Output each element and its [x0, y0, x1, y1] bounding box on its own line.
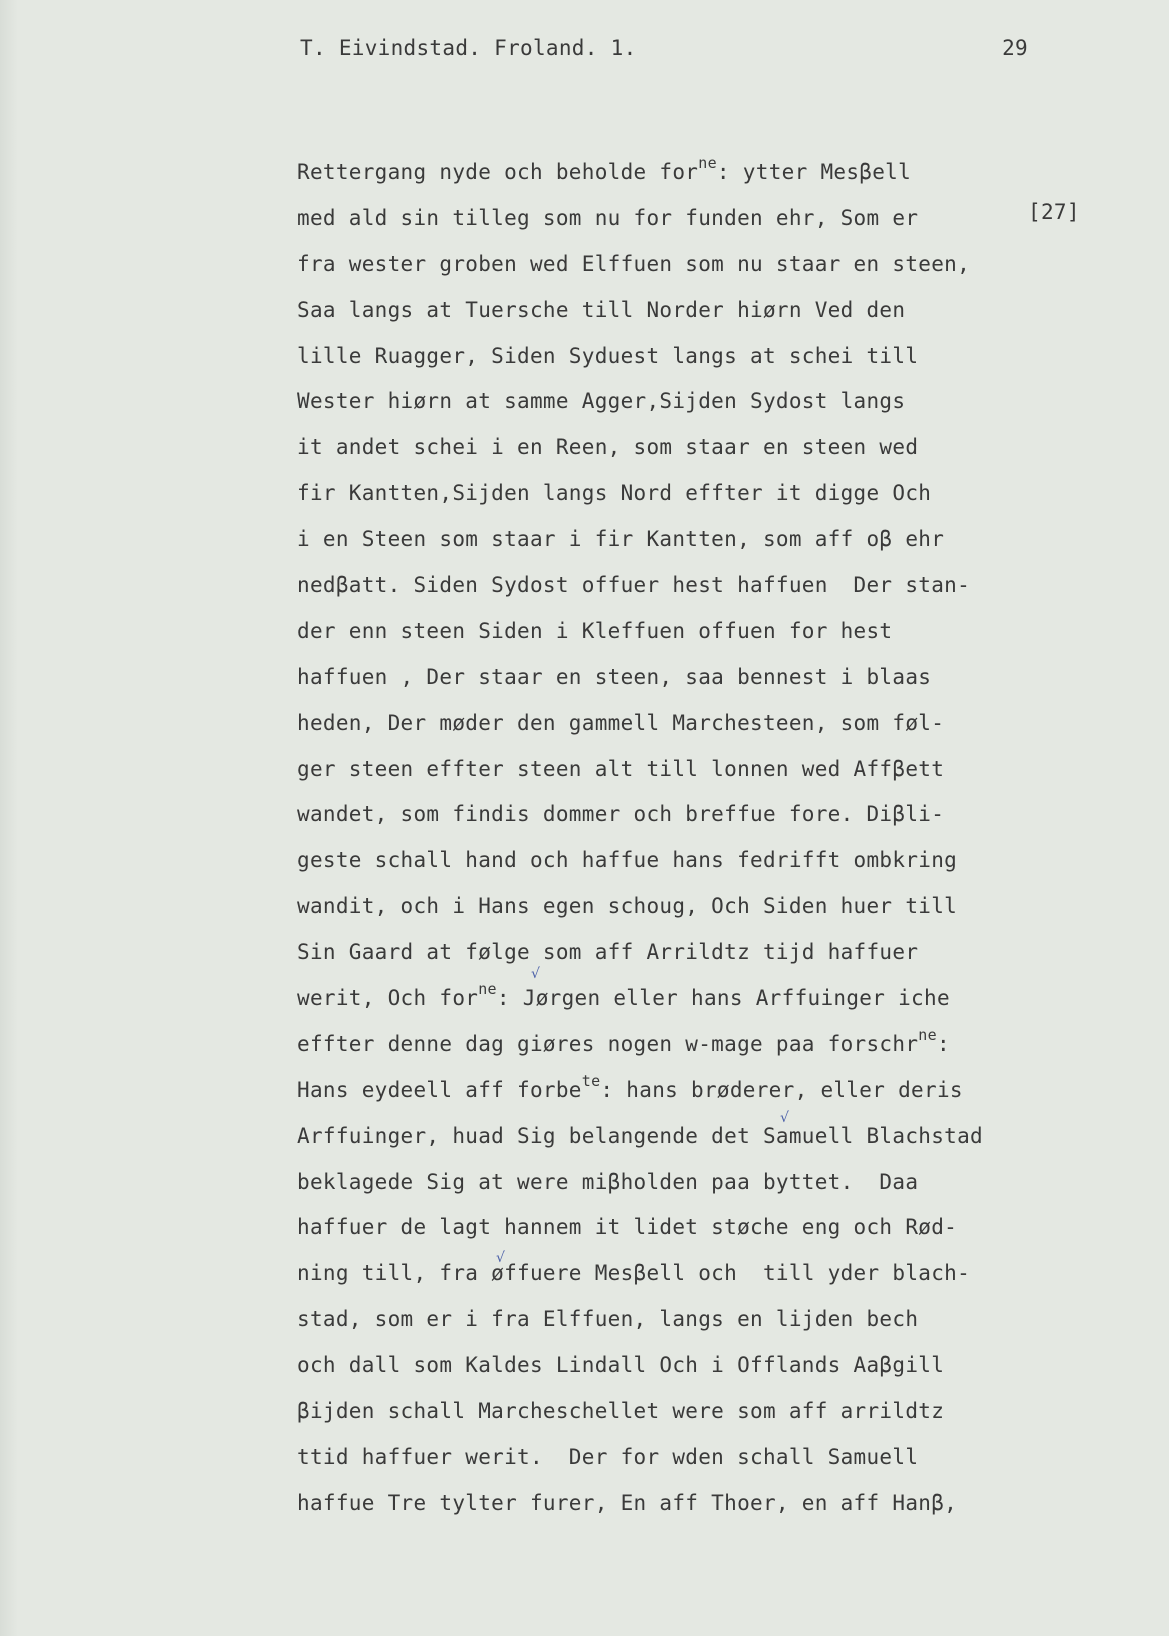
text-line [297, 1389, 1097, 1435]
text-line [297, 838, 1097, 884]
line-superscript: ne [698, 154, 717, 172]
check-mark-3: √ [496, 1250, 505, 1266]
line-text: haffuen , Der staar en steen, saa bennest i blaas [297, 664, 932, 689]
text-line [297, 1343, 1097, 1389]
line-text: Sin Gaard at følge som aff Arrildtz tijd haffuer [297, 940, 919, 965]
line-text: geste schall hand och haffue hans fedrifft ombkring [297, 848, 958, 873]
line-text: heden, Der møder den gammell Marchesteen, som føl- [297, 710, 945, 735]
line-superscript: ne [918, 1025, 937, 1044]
line-text: it andet schei i en Reen, som staar en steen wed [297, 435, 919, 460]
line-text: Rettergang nyde och beholde for [297, 160, 699, 184]
line-text: effter denne dag giøres nogen w-mage paa forschr [297, 1031, 919, 1056]
line-text: lille Ruagger, Siden Syduest langs at schei till [297, 343, 919, 368]
line-text: der enn steen Siden i Kleffuen offuen for hest [297, 618, 893, 643]
text-line [297, 563, 1097, 609]
text-line [297, 976, 1097, 1022]
text-line [297, 150, 1097, 196]
text-line [297, 609, 1097, 655]
line-text: ttid haffuer werit. Der for wden schall Samuell [297, 1444, 919, 1469]
text-line [297, 1022, 1097, 1068]
line-text-continued: : hans brøderer, eller deris [600, 1077, 963, 1102]
page-number: 29 [1002, 36, 1028, 60]
page-header [300, 36, 1040, 70]
line-text: Wester hiørn at samme Agger,Sijden Sydost langs [297, 389, 906, 414]
text-line [297, 242, 1097, 288]
line-superscript: ne [478, 980, 497, 999]
text-line [297, 334, 1097, 380]
text-line [297, 701, 1097, 747]
line-text: ger steen effter steen alt till lonnen wed Affβett [297, 756, 945, 781]
line-text: Arffuinger, huad Sig belangende det Samuell Blachstad [297, 1123, 983, 1148]
text-line [297, 655, 1097, 701]
text-line [297, 425, 1097, 471]
text-line [297, 792, 1097, 838]
text-line [297, 471, 1097, 517]
margin-reference: [27] [1028, 200, 1080, 224]
line-text: beklagede Sig at were miβholden paa byttet. Daa [297, 1169, 919, 1194]
text-line [297, 884, 1097, 930]
text-line [297, 1205, 1097, 1251]
line-text: ning till, fra øffuere Mesβell och till yder blach- [297, 1261, 971, 1286]
text-line [297, 379, 1097, 425]
transcription-body [297, 150, 1097, 1527]
text-line [297, 517, 1097, 563]
line-text: fra wester groben wed Elffuen som nu staar en steen, [297, 251, 971, 276]
line-text: haffuer de lagt hannem it lidet støche eng och Rød- [297, 1215, 958, 1240]
line-text: Hans eydeell aff forbe [297, 1077, 582, 1102]
line-text: wandet, som findis dommer och breffue fore. Diβli- [297, 802, 945, 827]
line-text-continued: : Jørgen eller hans Arffuinger iche [496, 986, 950, 1011]
line-text: haffue Tre tylter furer, En aff Thoer, en aff Hanβ, [297, 1490, 958, 1515]
line-text: fir Kantten,Sijden langs Nord effter it digge Och [297, 481, 932, 506]
line-text-continued: : ytter Mesβell [716, 160, 912, 184]
text-line [297, 288, 1097, 334]
text-line [297, 1435, 1097, 1481]
line-text: stad, som er i fra Elffuen, langs en lijden bech [297, 1307, 919, 1332]
line-text: werit, Och for [297, 986, 479, 1011]
line-text: βijden schall Marcheschellet were som aff arrildtz [297, 1399, 945, 1424]
check-mark-1: √ [531, 966, 540, 982]
text-line [297, 1068, 1097, 1114]
text-line [297, 747, 1097, 793]
line-text: wandit, och i Hans egen schoug, Och Siden huer till [297, 894, 958, 919]
text-line [297, 1481, 1097, 1527]
text-line [297, 1297, 1097, 1343]
line-superscript: te [581, 1071, 601, 1090]
text-line [297, 930, 1097, 976]
line-text: med ald sin tilleg som nu for funden ehr, Som er [297, 205, 919, 230]
text-line [297, 1251, 1097, 1297]
line-text: i en Steen som staar i fir Kantten, som aff oβ ehr [297, 527, 945, 552]
header-title: T. Eivindstad. Froland. 1. [300, 36, 637, 60]
text-line [297, 1160, 1097, 1206]
line-text: och dall som Kaldes Lindall Och i Offlands Aaβgill [297, 1353, 945, 1378]
line-text: Saa langs at Tuersche till Norder hiørn Ved den [297, 297, 906, 322]
text-line [297, 1114, 1097, 1160]
check-mark-2: √ [780, 1110, 789, 1126]
line-text: nedβatt. Siden Sydost offuer hest haffuen Der stan- [297, 573, 971, 598]
line-text-continued: : [936, 1031, 950, 1056]
text-line [297, 196, 1097, 242]
